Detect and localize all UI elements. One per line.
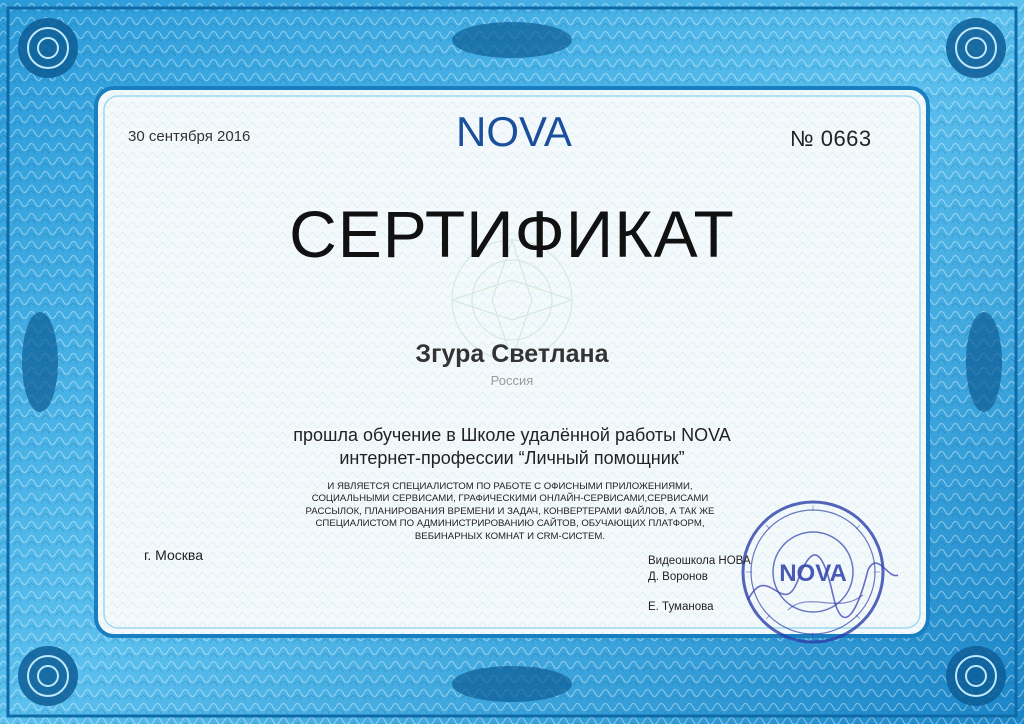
- specialization-line: РАССЫЛОК, ПЛАНИРОВАНИЯ ВРЕМЕНИ И ЗАДАЧ, КОНВЕРТЕРАМИ ФАЙЛОВ, А ТАК ЖЕ: [305, 505, 715, 517]
- city-label: г. Москва: [144, 547, 203, 563]
- recipient-country: Россия: [490, 373, 534, 388]
- specialization-line: ВЕБИНАРНЫХ КОМНАТ И CRM-СИСТЕМ.: [414, 530, 606, 542]
- specialization-line: И ЯВЛЯЕТСЯ СПЕЦИАЛИСТОМ ПО РАБОТЕ С ОФИСНЫМИ ПРИЛОЖЕНИЯМИ,: [327, 481, 693, 492]
- certificate-title: СЕРТИФИКАТ: [289, 197, 735, 271]
- recipient-name: Згура Светлана: [415, 340, 609, 368]
- specialization-line: СОЦИАЛЬНЫМИ СЕРВИСАМИ, ГРАФИЧЕСКИМИ ОНЛАЙН-СЕРВИСАМИ,СЕРВИСАМИ: [311, 493, 709, 505]
- profession-line: интернет-профессии “Личный помощник”: [339, 448, 685, 468]
- specialization-text: [250, 481, 770, 543]
- signer-tumanova: Е. Туманова: [648, 601, 714, 613]
- seal-logo-text: NOVA: [779, 560, 847, 587]
- course-line: прошла обучение в Школе удалённой работы NOVA: [293, 425, 731, 445]
- nova-logo: [440, 106, 588, 156]
- signature: [728, 540, 908, 630]
- school-name: Видеошкола НОВА: [648, 555, 751, 567]
- nova-logo-text: NOVA: [456, 108, 572, 155]
- specialization-line: СПЕЦИАЛИСТОМ ПО АДМИНИСТРИРОВАНИЮ САЙТОВ, ОБУЧАЮЩИХ ПЛАТФОРМ,: [315, 518, 705, 530]
- certificate-number: № 0663: [790, 126, 872, 151]
- signer-voronov: Д. Воронов: [648, 571, 708, 583]
- issue-date: 30 сентября 2016: [128, 128, 251, 145]
